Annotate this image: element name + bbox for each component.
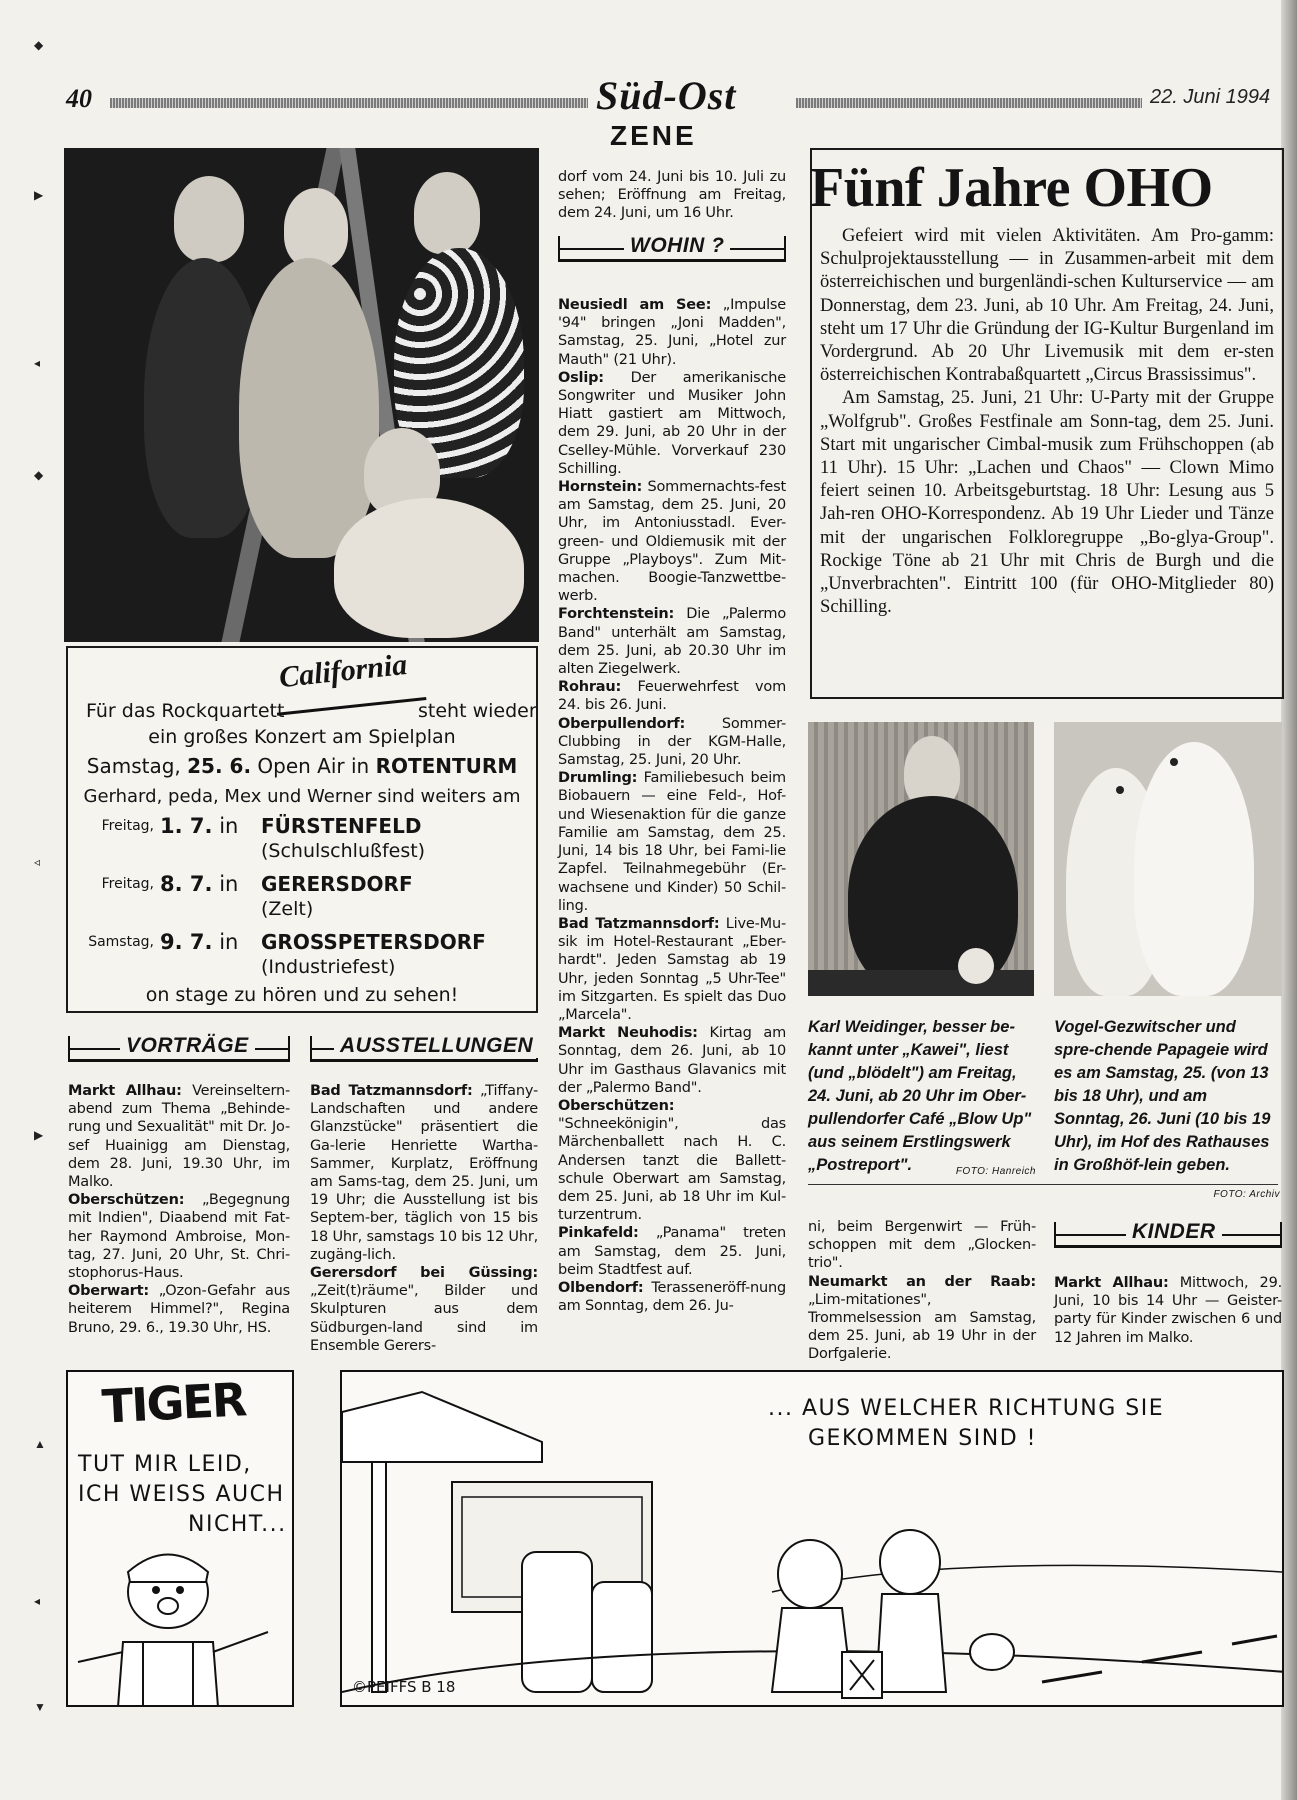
vortraege-column [68,1082,290,1337]
oho-paragraph: Gefeiert wird mit vielen Aktivitäten. Am Pro-gamm: Schulprojektausstellung — in Zusammen-arbeit mit dem österreichischen und burgenländi-schen Kulturservice — am Donnerstag, dem 23. Juni, ab 10 Uhr. Am Freitag, 24. Juni, steht um 17 Uhr die Gründung der IG-Kultur Burgenland im Vordergrund. Ab 20 Uhr Livemusik mit dem er-sten österreichischen Kontrabaßquartett „Circus Brassissimus". [820,225,1274,386]
binder-mark: ◂ [34,356,41,370]
list-item: Markt Neuhodis: Kirtag am Sonntag, dem 26. Juni, ab 10 Uhr im Gasthaus Glavanics mit der „Palermo Band". [558,1025,787,1096]
list-item: Oberschützen: "Schneekönigin", das Märchenballett nach H. C. Andersen tanzt die Ballett-schule Oberwart am Samstag, dem 25. Juni, ab 18 Uhr im Kul-turzentrum. [558,1097,786,1224]
binder-mark: ▶ [34,1128,44,1142]
binder-mark: ▼ [34,1700,46,1714]
masthead-logo-bottom: ZENE [610,120,697,151]
comic-bubble-2: ... AUS WELCHER RICHTUNG SIE GEKOMMEN SIND ! [768,1396,1165,1451]
ad-date2-place: GERERSDORF [261,872,413,896]
ad-date1-place: FÜRSTENFELD [261,814,422,838]
wohin-continuation: ni, beim Bergenwirt — Früh-schoppen mit dem „Glocken-trio". Neumarkt an der Raab: „Lim-mitationes", Trommelsession am Samstag, dem 25. Juni, ab 19 Uhr in der Dorfgalerie. [808,1219,1036,1363]
parrot-photo [1054,722,1282,996]
list-item: Oberschützen: „Begegnung mit Indien", Diaabend mit Fat-her Raymond Ambroise, Mon-tag, 27. Juni, 20 Uhr, St. Chri-stophorus-Haus. [68,1192,290,1282]
photo-credit: FOTO: Archiv [1213,1189,1280,1200]
list-item: Drumling: Familiebesuch beim Biobauern — eine Feld-, Hof- und Wiesenaktion für die ganze Familie am Samstag, dem 25. Juni, 14 bis 18 Uhr, bei Fami-lie Zapfel. Teilnahmegebühr (Er-wachsene und Kinder) 50 Schil-ling. [558,770,786,914]
list-item: Neusiedl am See: „Impulse '94" bringen „Joni Madden", Samstag, 25. Juni, „Hotel zur Mauth" (21 Uhr). [558,297,786,368]
ausstellungen-column [310,1082,538,1355]
binder-mark: ▲ [34,1437,46,1451]
ad-date3-date: 9. 7. [160,930,213,954]
ad-date1-day: Freitag, [101,818,154,834]
photo-credit: FOTO: Hanreich [955,1166,1036,1177]
list-item: Bad Tatzmannsdorf: Live-Mu-sik im Hotel-Restaurant „Eber-hardt". Jeden Samstag ab 19 Uhr, jeden Sonntag „5 Uhr-Tee" im Sitzgarten. Es spielt das Duo „Marcela". [558,915,786,1023]
ad-date2-date: 8. 7. [160,872,213,896]
california-logo: California [272,646,427,715]
binder-mark: ◆ [34,468,44,482]
wohin-column [558,296,786,1315]
ad-date3-in: in [219,930,239,954]
ad-line3-place: ROTENTURM [375,754,518,778]
comic-panel-1 [66,1370,294,1707]
oho-body [820,224,1274,618]
list-item: Neumarkt an der Raab: „Lim-mitationes", Trommelsession am Samstag, dem 25. Juni, ab 19 Uhr in der Dorfgalerie. [808,1273,1036,1363]
binder-mark: ◆ [34,38,44,52]
weidinger-caption: Karl Weidinger, besser be-kannt unter „Kawei", liest (und „blödelt") am Freitag, 24. Juni, ab 20 Uhr im Ober-pullendorfer Café „Blow Up" aus seinem Erstlingswerk „Postreport". FOTO: Hanreich [808,1016,1036,1183]
ad-date3-day: Samstag, [88,934,154,950]
ad-date1-in: in [219,814,239,838]
list-item: Bad Tatzmannsdorf: „Tiffany-Landschaften und andere Glanzstücke" präsentiert die Ga-lerie Henriette Wartha-Sammer, Kurplatz, Eröffnung am Sams-tag, dem 25. Juni, um 19 Uhr; die Ausstellung ist bis Septem-ber, täglich von 15 bis 18 Uhr, samstags 10 bis 12 Uhr, zugäng-lich. [310,1083,538,1263]
band-photo [64,148,539,642]
oho-headline: Fünf Jahre OHO [810,157,1213,219]
list-item: Rohrau: Feuerwehrfest vom 24. bis 26. Juni. [558,679,786,714]
ad-line3-date: 25. 6. [187,754,252,778]
wohin-heading: WOHIN ? [558,236,786,262]
issue-date: 22. Juni 1994 [1150,86,1271,108]
comic-character-illustration [68,1532,294,1707]
band-ad [66,646,538,1013]
binder-mark: ◂ [34,1594,41,1608]
comic-panel-2 [340,1370,1284,1707]
ad-date2-in: in [219,872,239,896]
list-item: Oberpullendorf: Sommer-Clubbing in der KGM-Halle, Samstag, 25. Juni, 20 Uhr. [558,715,786,769]
ad-line1-pre: Für das Rockquartett [86,700,285,722]
weidinger-photo [808,722,1034,996]
ad-date2-event: (Zelt) [261,898,314,920]
comic-signature: ©PEIFFS B 18 [352,1678,456,1696]
kinder-heading: KINDER [1054,1222,1282,1248]
ad-date3-event: (Industriefest) [261,956,396,978]
binder-mark: ▶ [34,188,44,202]
ad-line3-pre: Samstag, [86,754,181,778]
comic-title: TIGER [100,1372,247,1434]
list-item: Hornstein: Sommernachts-fest am Samstag, dem 25. Juni, 20 Uhr, im Antoniusstadl. Ever-green- und Oldiemusik mit der Gruppe „Playboys". Zum Mit-machen. Boogie-Tanzwettbe-werb. [558,479,786,605]
page-number: 40 [66,84,92,113]
list-item: Oslip: Der amerikanische Songwriter und Musiker John Hiatt gastiert am Mittwoch, dem 29. Juni, ab 20 Uhr in der Cselley-Mühle. Vorverkauf 230 Schilling. [558,369,786,477]
list-item: Gerersdorf bei Güssing: „Zeit(t)räume", Bilder und Skulpturen aus dem Südburgen-land sind im Ensemble Gerers- [310,1265,538,1354]
ad-line4: Gerhard, peda, Mex und Werner sind weiters am [83,786,521,807]
ad-line3-mid: Open Air in [257,754,370,778]
list-item: Pinkafeld: „Panama" treten am Samstag, dem 25. Juni, beim Stadtfest auf. [558,1225,786,1278]
list-item: Oberwart: „Ozon-Gefahr aus heiterem Himmel?", Regina Bruno, 29. 6., 19.30 Uhr, HS. [68,1283,290,1336]
kinder-column [1054,1274,1282,1347]
list-item: Markt Allhau: Vereinseltern-abend zum Thema „Behinde-rung und Sexualität" mit Dr. Jo-sef Huainigg am Dienstag, dem 28. Juni, 19.30 Uhr, im Malko. [68,1083,290,1191]
list-item: Olbendorf: Terasseneröff-nung am Sonntag, dem 26. Ju- [558,1279,786,1315]
binder-mark: ◃ [34,855,41,869]
ad-closing: on stage zu hören und zu sehen! [145,984,459,1006]
header-rule-right [796,98,1142,108]
comic-gas-station-illustration [342,1372,1284,1707]
ad-date1-event: (Schulschlußfest) [261,840,426,862]
ad-line1-post: steht wieder [418,700,537,722]
divider [808,1184,1278,1185]
ad-line2: ein großes Konzert am Spielplan [148,726,456,748]
comic-bubble-1: TUT MIR LEID, ICH WEISS AUCH NICHT... [78,1452,287,1537]
header-rule-left [110,98,588,108]
list-item: Markt Allhau: Mittwoch, 29. Juni, 10 bis 14 Uhr — Geister-party für Kinder zwischen 6 und 12 Jahren im Malko. [1054,1275,1283,1346]
masthead-logo-top: Süd-Ost [596,73,737,118]
ad-date3-place: GROSSPETERSDORF [261,930,486,954]
oho-paragraph: Am Samstag, 25. Juni, 21 Uhr: U-Party mit der Gruppe „Wolfgrub". Großes Festfinale am Sonn-tag, dem 25. Juni. Start mit ungarischer Cimbal-musik zum Frühschoppen (ab 11 Uhr). 15 Uhr: „Lachen und Chaos" — Clown Mimo feiert seinen 10. Arbeitsgeburtstag. 18 Uhr: Lesung aus 5 Jah-ren OHO-Korrespondenz. Ab 19 Uhr Lieder und Tänze mit der ungarischen Folkloregruppe „Bo-glya-Group". Rockige Töne ab 21 Uhr mit Chris de Burgh und die „Unverbrachten". Eintritt 100 (für OHO-Mitglieder 80) Schilling. [820,387,1274,618]
ad-date2-day: Freitag, [101,876,154,892]
vogel-caption: Vogel-Gezwitscher und spre-chende Papageie wird es am Samstag, 25. (von 13 bis 18 Uhr), und am Sonntag, 26. Juni (10 bis 19 Uhr), im Hof des Rathauses in Großhöf-lein geben. FOTO: Archiv [1054,1016,1280,1206]
vortraege-heading: VORTRÄGE [68,1036,290,1062]
ad-date1-date: 1. 7. [160,814,213,838]
ausstellungen-continuation: dorf vom 24. Juni bis 10. Juli zu sehen; Eröffnung am Freitag, dem 24. Juni, um 16 Uhr. [558,169,786,222]
list-item: Forchtenstein: Die „Palermo Band" unterhält am Samstag, dem 25. Juni, ab 20.30 Uhr im alten Ziegelwerk. [558,606,786,678]
ausstellungen-heading: AUSSTELLUNGEN [310,1036,538,1062]
